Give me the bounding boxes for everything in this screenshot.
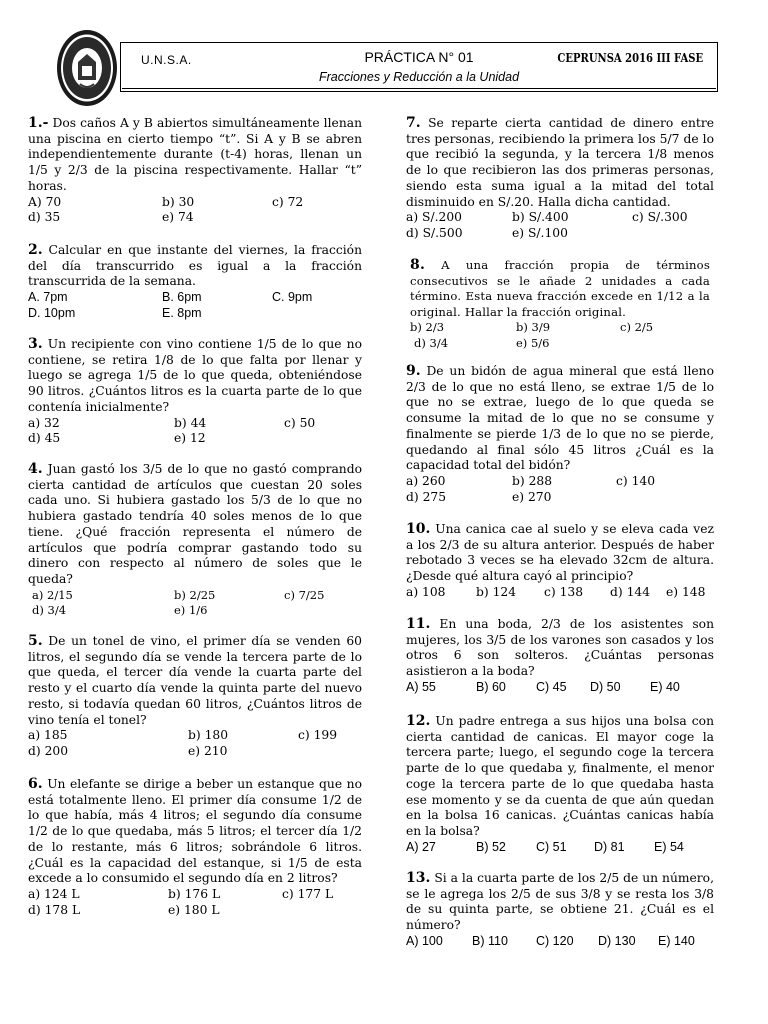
options-row (28, 887, 362, 903)
option-e: e) 1/6 (174, 603, 208, 618)
option-e: E. 8pm (162, 305, 202, 320)
problem-10 (406, 522, 714, 601)
option-d: d) 275 (406, 489, 447, 504)
option-d: d) S/.500 (406, 225, 463, 240)
problem-number: 9. (406, 363, 421, 379)
option-a: A) 70 (28, 194, 62, 209)
problem-text: Dos caños A y B abiertos simultáneamente llenan una piscina en cierto tiempo “t”. Si A y B se abren independientemente durante (t-4) horas, llenan un 1/5 y 2/3 de la piscina respectivamente. Hallar “t” horas. (28, 116, 362, 193)
problem-number: 2. (28, 242, 43, 258)
problem-number: 6. (28, 776, 43, 792)
option-c: c) 72 (272, 194, 304, 209)
problem-number: 11. (406, 616, 431, 632)
options-row (28, 903, 362, 919)
options-row (406, 226, 714, 242)
option-b: b) 3/9 (516, 320, 551, 335)
options-row (410, 336, 710, 352)
option-a: b) 2/3 (410, 320, 445, 335)
problem-number: 7. (406, 115, 421, 131)
practice-title: PRÁCTICA N° 01 (364, 49, 474, 65)
problem-number: 8. (410, 257, 426, 273)
option-a: a) S/.200 (406, 210, 462, 225)
problem-number: 3. (28, 336, 43, 352)
problem-9 (406, 364, 714, 505)
problem-number: 5. (28, 633, 43, 649)
option-a: a) 260 (406, 473, 446, 488)
problem-text: Un elefante se dirige a beber un estanque que no está totalmente lleno. El primer día consume 1/2 de lo que había, más 4 litros; el segundo día consume 1/2 de lo que quedaba, más 5 litros; el tercer día 1/2 de lo restante, más 6 litros; sobrándole 6 litros. ¿Cuál es la capacidad del estanque, si 1/5 de esta excede a lo consumido el segundo día en 2 litros? (28, 777, 362, 886)
problem-text: Se reparte cierta cantidad de dinero entre tres personas, recibiendo la primera los 5/7 de lo que recibió la segunda, y la tercera 1/8 menos de lo que recibieron las dos primeras personas, siendo esta suma igual a la mitad del total disminuido en S/.20. Halla dicha cantidad. (406, 116, 714, 209)
options-row (28, 603, 362, 619)
university-seal-logo (56, 28, 118, 108)
option-d: D) 81 (594, 839, 625, 854)
option-a: a) 124 L (28, 886, 80, 901)
options-row (406, 840, 714, 856)
option-a: A. 7pm (28, 290, 68, 305)
option-d: d) 144 (610, 584, 651, 599)
practice-subtitle: Fracciones y Reducción a la Unidad (318, 70, 520, 84)
problem-5 (28, 634, 362, 760)
option-b: b) 124 (476, 584, 517, 599)
problem-1 (28, 116, 362, 226)
options-row (28, 195, 362, 211)
institution-label: U.N.S.A. (141, 53, 192, 67)
option-e: e) 74 (162, 210, 194, 225)
problem-number: 13. (406, 870, 431, 886)
option-e: e) 148 (666, 584, 706, 599)
options-row (406, 474, 714, 490)
option-d: d) 178 L (28, 902, 81, 917)
option-e: E) 140 (658, 933, 695, 948)
option-c: c) 140 (616, 473, 656, 488)
option-b: b) 2/25 (174, 587, 216, 602)
option-a: a) 32 (28, 415, 60, 430)
problem-text: Juan gastó los 3/5 de lo que no gastó comprando cierta cantidad de artículos que cuestan 20 soles cada uno. Si hubiera gastado los 5/3 de lo que no hubiera gastado tendría 40 soles menos de lo que tiene. ¿Qué fracción representa el número de artículos que podría comprar gastando todo su dinero con respecto al número de soles que le queda? (28, 462, 362, 586)
problem-text: De un tonel de vino, el primer día se venden 60 litros, el segundo día se vende la tercera parte de lo que queda, el tercer día vende la cuarta parte del resto y el cuarto día vende la quinta parte del nuevo resto, si todavía quedan 60 litros, ¿Cuántos litros de vino tenía el tonel? (28, 634, 362, 727)
option-d: d) 35 (28, 210, 61, 225)
problem-6 (28, 777, 362, 918)
option-e: e) 180 L (168, 902, 220, 917)
option-d: D) 50 (590, 679, 621, 694)
option-b: B. 6pm (162, 290, 202, 305)
option-e: e) 210 (188, 743, 228, 758)
option-c: c) 138 (544, 584, 584, 599)
options-row (28, 290, 362, 306)
option-b: B) 60 (476, 679, 506, 694)
problem-text: Una canica cae al suelo y se eleva cada vez a los 2/3 de su altura anterior. Después de haber rebotado 3 veces se ha elevado 32cm de altura. ¿Desde qué altura cayó al principio? (406, 522, 714, 584)
problem-text: De un bidón de agua mineral que está lleno 2/3 de lo que no está lleno, se extrae 1/5 de lo que no se extrae, luego de lo que queda se consume la mitad de lo que no se consume y finalmente se pierde 1/3 de lo que no se pierde, quedando al final sólo 45 litros ¿Cuál es la capacidad total del bidón? (406, 364, 714, 473)
option-d: D. 10pm (28, 305, 76, 320)
option-e: e) 12 (174, 431, 206, 446)
option-c: C) 120 (536, 933, 574, 948)
option-b: b) 180 (188, 728, 229, 743)
option-e: e) S/.100 (512, 225, 568, 240)
option-c: c) 177 L (282, 886, 334, 901)
header-box (120, 42, 718, 92)
option-a: a) 2/15 (32, 587, 73, 602)
option-e: e) 5/6 (516, 336, 550, 351)
options-row (406, 585, 714, 601)
option-a: a) 108 (406, 584, 446, 599)
option-c: c) 7/25 (284, 587, 325, 602)
option-a: A) 100 (406, 933, 443, 948)
option-b: b) 176 L (168, 886, 221, 901)
problem-number: 1.- (28, 115, 49, 131)
option-e: E) 54 (654, 839, 684, 854)
problem-text: En una boda, 2/3 de los asistentes son mujeres, los 3/5 de los varones son casados y los otros 6 son solteros. ¿Cuántas personas asistieron a la boda? (406, 617, 714, 679)
problem-text: A una fracción propia de términos consecutivos se le añade 2 unidades a cada término. Esta nueva fracción excede en 1/12 a la original. Hallar la fracción original. (410, 258, 710, 319)
options-row (410, 320, 710, 336)
problem-7 (406, 116, 714, 242)
problem-text: Un padre entrega a sus hijos una bolsa con cierta cantidad de canicas. El mayor coge la tercera parte; luego, el segundo coge la tercera parte de lo que quedaba y, finalmente, el menor coge la tercera parte de lo que quedaba hasta ese momento y se da cuenta de que aún quedan en la bolsa 16 canicas. ¿Cuántas canicas había en la bolsa? (406, 714, 714, 838)
problem-4 (28, 462, 362, 619)
problem-number: 12. (406, 713, 431, 729)
problem-number: 4. (28, 461, 43, 477)
problem-8 (410, 258, 710, 352)
option-c: C) 51 (536, 839, 567, 854)
option-c: c) S/.300 (632, 210, 688, 225)
option-e: e) 270 (512, 489, 552, 504)
option-b: b) 30 (162, 194, 195, 209)
problem-3 (28, 337, 362, 447)
problem-13 (406, 871, 714, 950)
problem-text: Si a la cuarta parte de los 2/5 de un número, se le agrega los 2/5 de sus 3/8 y se resta los 3/8 de su quinta parte, se obtiene 21. ¿Cuál es el número? (406, 871, 714, 933)
option-d: d) 45 (28, 431, 61, 446)
options-row (28, 210, 362, 226)
options-row (28, 431, 362, 447)
program-label: CEPRUNSA 2016 III FASE (557, 50, 703, 65)
option-a: A) 55 (406, 679, 436, 694)
option-d: d) 200 (28, 743, 69, 758)
options-row (406, 680, 714, 696)
option-b: B) 52 (476, 839, 506, 854)
options-row (406, 210, 714, 226)
options-row (406, 934, 714, 950)
option-c: c) 199 (298, 728, 338, 743)
option-b: b) 44 (174, 415, 207, 430)
problem-12 (406, 714, 714, 855)
option-d: d) 3/4 (32, 603, 67, 618)
option-c: C. 9pm (272, 290, 313, 305)
options-row (406, 490, 714, 506)
option-a: a) 185 (28, 728, 68, 743)
problem-text: Un recipiente con vino contiene 1/5 de lo que no contiene, se retira 1/8 de lo que falta por llenar y luego se agrega 1/5 de lo que queda, obteniéndose 90 litros. ¿Cuántos litros es la cuarta parte de lo que contenía inicialmente? (28, 337, 362, 414)
option-d: d) 3/4 (414, 336, 449, 351)
option-c: C) 45 (536, 679, 567, 694)
option-b: b) S/.400 (512, 210, 569, 225)
problem-number: 10. (406, 521, 431, 537)
option-c: c) 2/5 (620, 320, 654, 335)
option-a: A) 27 (406, 839, 436, 854)
options-row (28, 744, 362, 760)
options-row (28, 728, 362, 744)
option-c: c) 50 (284, 415, 316, 430)
options-row (28, 416, 362, 432)
options-row (28, 306, 362, 322)
problem-11 (406, 617, 714, 696)
problem-text: Calcular en que instante del viernes, la fracción del día transcurrido es igual a la fracción transcurrida de la semana. (28, 243, 362, 289)
option-b: B) 110 (472, 933, 508, 948)
option-e: E) 40 (650, 679, 680, 694)
option-d: D) 130 (598, 933, 636, 948)
problem-2 (28, 243, 362, 321)
options-row (28, 588, 362, 604)
option-b: b) 288 (512, 473, 553, 488)
